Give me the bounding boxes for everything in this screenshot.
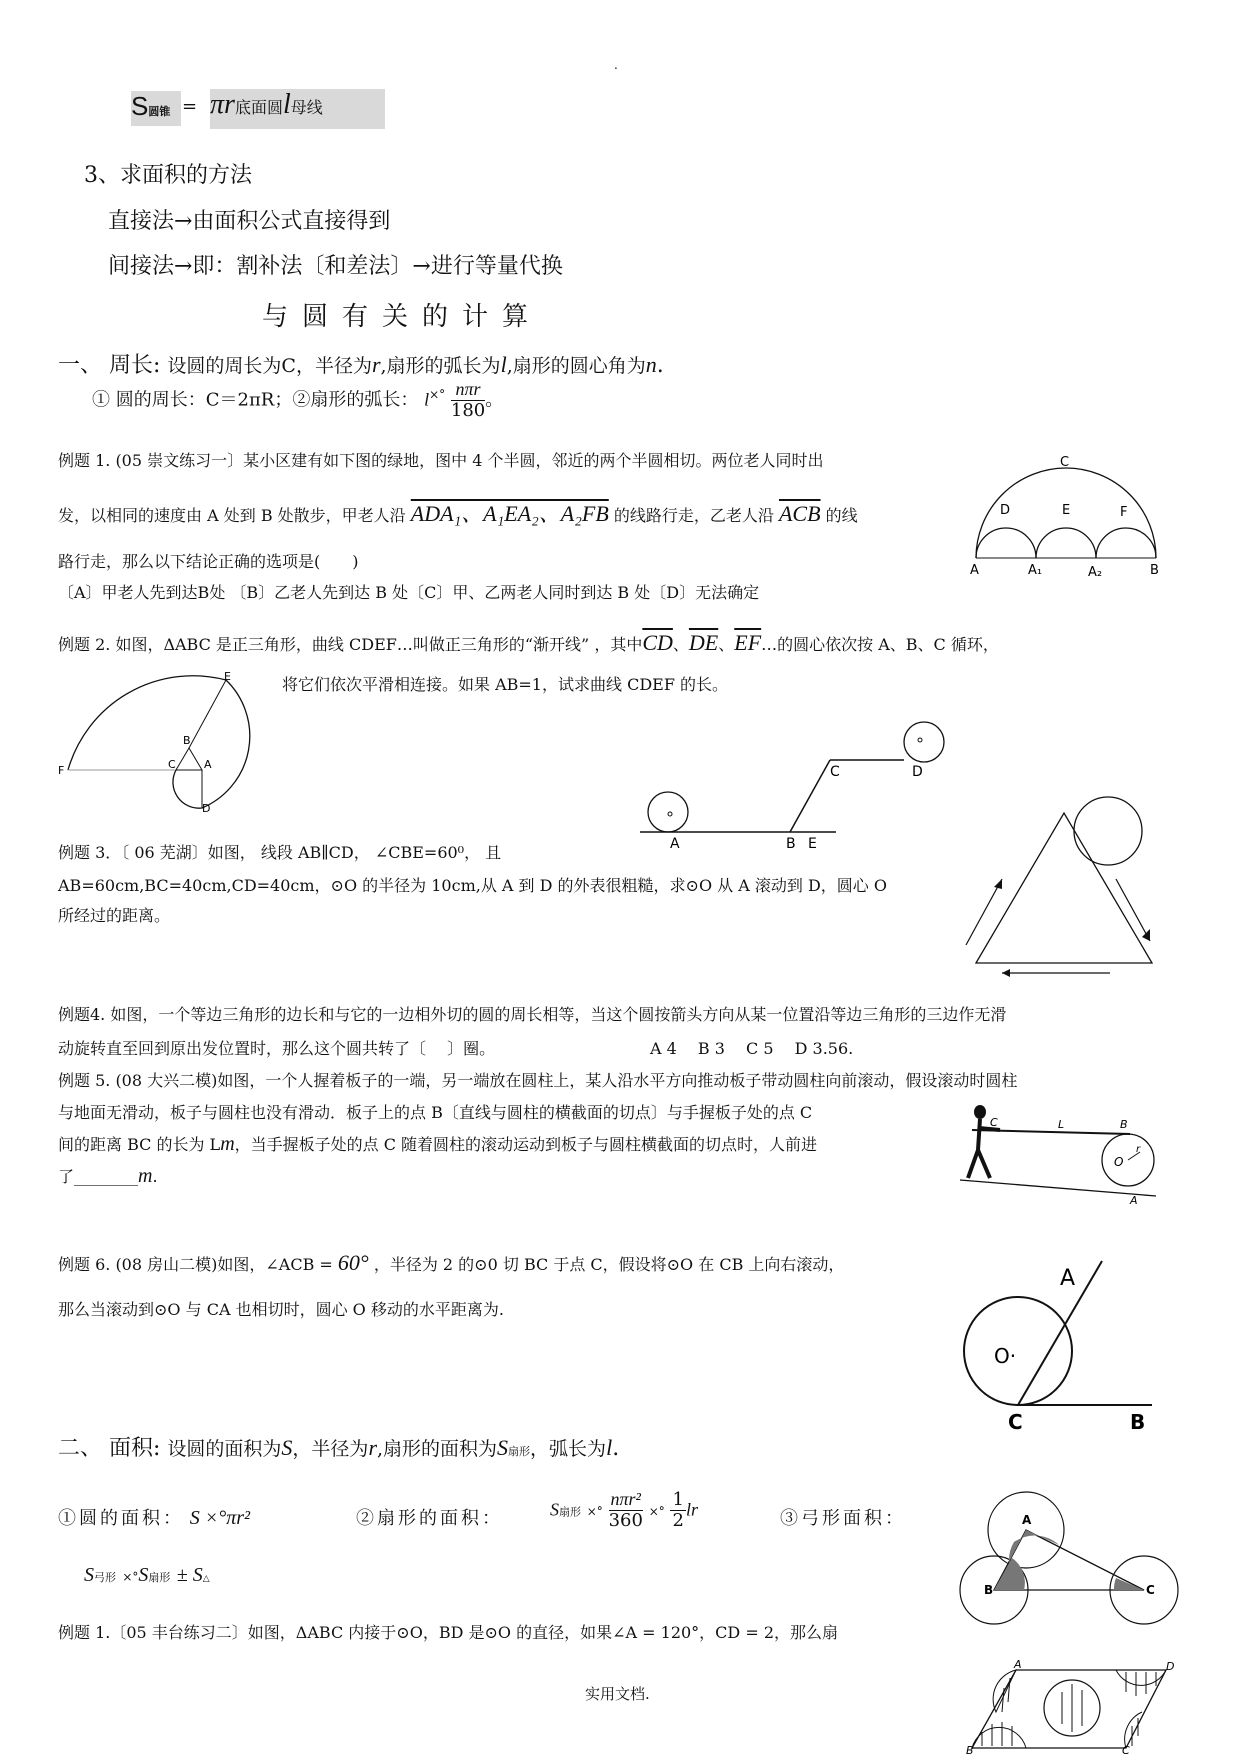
ex5-line3 (58, 1132, 817, 1156)
seg-eq: ×° (122, 1570, 139, 1584)
circle-o (964, 1297, 1072, 1405)
area-ex1-line1: 例题 1.〔05 丰台练习二〕如图，ΔABC 内接于⊙O，BD 是⊙O 的直径，如果∠A = 120°，CD = 2，那么扇 (58, 1623, 839, 1642)
footer: 实用文档. (585, 1685, 650, 1703)
ex2-line1 (58, 630, 999, 656)
rolling-circle (1074, 797, 1142, 865)
perimeter-desc-4: . (656, 353, 664, 378)
s-sector-sub: 扇形 (508, 1445, 531, 1458)
area-desc-3: ,扇形的面积为 (377, 1438, 498, 1460)
label-f: F (58, 764, 65, 777)
label-c: C (990, 1116, 998, 1129)
section-area (58, 1431, 619, 1462)
section-perimeter (58, 348, 664, 379)
ex5-line4a: 了________ (58, 1167, 139, 1186)
label-a: A (204, 758, 212, 771)
equilateral-triangle (976, 813, 1152, 963)
label-a: A (1014, 1658, 1022, 1671)
segment-area-label: ③弓形面积： (780, 1508, 906, 1529)
label-f: F (1120, 505, 1128, 520)
arrow-bottom-head (1002, 969, 1010, 977)
label-d: D (1166, 1660, 1175, 1673)
sector-area-label: ②扇形的面积： (356, 1508, 503, 1529)
r-var-2: r (368, 1435, 377, 1460)
label-c: C (1008, 1410, 1023, 1434)
sector-fraction-1 (609, 1490, 643, 1531)
arc-den: 180 (450, 399, 486, 421)
circle-start (648, 792, 688, 832)
ex5-line3b: ，当手握板子处的点 C 随着圆柱的滚动运动到板子与圆柱横截面的切点时，人前进 (234, 1135, 818, 1154)
person-head (974, 1105, 986, 1119)
label-e: E (224, 670, 231, 683)
ex5-m2: m (138, 1165, 153, 1187)
ex4-triangle-figure (960, 795, 1160, 975)
center-end (918, 738, 922, 742)
seg-s: S (84, 1564, 94, 1586)
shaded-arc-b (972, 1727, 1026, 1748)
sector-s: S (550, 1499, 559, 1520)
ex5-line1: 例题 5. (08 大兴二模)如图，一个人握着板子的一端，另一端放在圆柱上，某人沿水平方向推动板子带动圆柱向前滚动，假设滚动时圆柱 (58, 1071, 1018, 1090)
ex4-line2: 动旋转直至回到原出发位置时，那么这个圆共转了〔 〕圈。 (58, 1039, 496, 1058)
label-r: r (1136, 1144, 1141, 1155)
involute-curve (68, 676, 250, 808)
ex5-m1: m (220, 1133, 235, 1155)
ex5-line4b: . (152, 1167, 158, 1186)
ex1-line2c: 的线 (825, 506, 858, 525)
segment-area-formula (84, 1562, 210, 1587)
label-o: O· (994, 1344, 1017, 1368)
page-title: 与圆有关的计算 (262, 302, 543, 332)
label-a: A (970, 563, 979, 578)
arrow-left-head (994, 879, 1002, 889)
seg-s-sub: 弓形 (94, 1571, 116, 1584)
area-desc-2: ，半径为 (292, 1438, 369, 1460)
shaded-arc-d (1116, 1670, 1166, 1685)
pi-r: πr (210, 89, 235, 120)
seg-s2-sub: 扇形 (148, 1571, 171, 1584)
arc-length-fraction (451, 380, 485, 421)
ex3-line3: 所经过的距离。 (58, 906, 171, 925)
perimeter-heading: 一、 周长: (58, 353, 161, 378)
arc-l: l (424, 389, 430, 410)
label-b: B (984, 1583, 994, 1597)
label-c: C (1060, 455, 1070, 470)
ex1-line1: 例题 1. (05 崇文练习一〕某小区建有如下图的绿地，图中 4 个半圆，邻近的两个半圆相切。两位老人同时出 (58, 451, 824, 470)
label-a1: A₁ (1028, 563, 1043, 578)
ex1-arcs-a: ADA₁、A₁EA₂、A₂FB (410, 501, 609, 526)
label-e: E (1062, 503, 1071, 518)
label-d: D (1000, 503, 1011, 518)
arrow-right-head (1142, 929, 1150, 941)
ex5-line3a: 间的距离 BC 的长为 L (58, 1135, 221, 1154)
label-e: E (808, 836, 817, 852)
methods-heading: 3、求面积的方法 (84, 163, 252, 188)
arc-ef: $\overline{EF}$ (734, 630, 762, 655)
direct-method: 直接法→由面积公式直接得到 (108, 209, 391, 234)
shaded-arc-c (1125, 1712, 1142, 1748)
parallelogram-figure (966, 1658, 1176, 1754)
l-var-2: l (606, 1435, 613, 1460)
l-var: l (500, 352, 507, 377)
small-semicircle-f (1096, 528, 1156, 558)
area-heading: 二、 面积: (58, 1436, 161, 1461)
ex2-line1a: 例题 2. 如图，ΔABC 是正三角形，曲线 CDEF…叫做正三角形的“渐开线” ，其中 (58, 635, 643, 654)
cone-area-formula (210, 89, 385, 129)
s-var: S (281, 1435, 293, 1460)
perimeter-desc-3: ,扇形的圆心角为 (506, 355, 646, 377)
small-semicircle-d (976, 528, 1036, 558)
ex6-line1 (58, 1250, 844, 1276)
ground-line (960, 1180, 1156, 1196)
s-label: S (131, 91, 149, 121)
ex1-semicircles-figure (970, 455, 1170, 580)
label-o: O (1114, 1155, 1124, 1169)
s-sector: S (497, 1435, 509, 1460)
formula-s-box (131, 91, 181, 126)
label-b: B (1120, 1118, 1128, 1131)
ex4-options: A 4 B 3 C 5 D 3.56. (650, 1039, 854, 1058)
s-sub: 圆锥 (148, 105, 171, 118)
ex5-line4 (58, 1164, 158, 1188)
circle-area-label: ①圆的面积： (58, 1508, 184, 1529)
sector-lr: lr (685, 1499, 698, 1520)
label-c: C (1146, 1583, 1155, 1597)
sector-den: 360 (608, 1509, 643, 1531)
label-c: C (830, 764, 840, 780)
ex1-line2b: 的线路行走，乙老人沿 (613, 506, 774, 525)
indirect-method: 间接法→即：割补法〔和差法〕→进行等量代换 (108, 254, 563, 279)
label-a: A (670, 836, 680, 852)
label-a: A (1022, 1513, 1032, 1527)
ex1-line3: 路行走，那么以下结论正确的选项是( ) (58, 552, 359, 571)
sector-fraction-2 (670, 1490, 685, 1531)
sector-s-sub: 扇形 (559, 1505, 581, 1519)
center-start (668, 812, 672, 816)
label-b: B (786, 836, 796, 852)
label-b: B (1150, 563, 1159, 578)
n-var: n (645, 352, 657, 377)
label-d: D (912, 764, 923, 780)
formula-eq: = (182, 96, 198, 117)
half-den: 2 (672, 1509, 684, 1531)
seg-pm: ± S (176, 1564, 203, 1586)
label-c: C (1122, 1744, 1130, 1754)
l-symbol: l (282, 89, 291, 120)
generatrix-sub: 母线 (290, 98, 323, 117)
sector-eq: ×° (586, 1504, 603, 1519)
ex6-line1b: ，半径为 2 的⊙0 切 BC 于点 C，假设将⊙O 在 CB 上向右滚动， (373, 1255, 845, 1274)
ex2-sep2: 、 (718, 635, 735, 654)
ex1-line2a: 发，以相同的速度由 A 处到 B 处散步，甲老人沿 (58, 506, 406, 525)
perimeter-desc-2: ,扇形的弧长为 (380, 355, 501, 377)
label-b: B (1130, 1410, 1146, 1434)
ex6-line2: 那么当滚动到⊙O 与 CA 也相切时，圆心 O 移动的水平距离为. (58, 1300, 504, 1319)
label-d: D (202, 802, 211, 815)
be-line (189, 680, 226, 748)
sector-b (994, 1558, 1025, 1590)
ex6-line1a: 例题 6. (08 房山二模)如图，∠ACB = (58, 1255, 333, 1274)
ex1-arc-b: $\overline{ACB}$ (778, 501, 821, 526)
area-circles-figure (960, 1490, 1180, 1630)
sector-a (1009, 1530, 1059, 1562)
label-a2: A₂ (1088, 565, 1103, 580)
ex3-line2: AB=60cm,BC=40cm,CD=40cm，⊙O 的半径为 10cm,从 A 到 D 的外表很粗糙，求⊙O 从 A 滚动到 D，圆心 O (58, 876, 888, 895)
ex2-involute-figure (56, 670, 276, 815)
segment-bc (790, 760, 830, 832)
arc-cd: $\overline{CD}$ (642, 630, 673, 655)
arc-de: $\overline{DE}$ (688, 630, 719, 655)
page-dot: . (614, 58, 618, 72)
perimeter-desc-1: 设圆的周长为C，半径为 (167, 355, 372, 377)
ex6-tangent-figure (960, 1255, 1160, 1435)
triangle-abc (176, 748, 202, 770)
board-line (972, 1130, 1130, 1134)
sector-num: nπr² (610, 1489, 641, 1509)
ex2-sep1: 、 (672, 635, 689, 654)
angle-60: 60° (337, 1250, 369, 1275)
base-circle-sub: 底面圆 (234, 98, 283, 117)
seg-delta-sub: △ (202, 1574, 210, 1584)
ex2-line2: 将它们依次平滑相连接。如果 AB=1，试求曲线 CDEF 的长。 (282, 675, 729, 694)
label-c: C (168, 758, 176, 771)
ex1-options: 〔A〕甲老人先到达B处 〔B〕乙老人先到达 B 处〔C〕甲、乙两老人同时到达 B 处〔D〕无法确定 (58, 583, 760, 602)
area-desc-5: . (612, 1436, 620, 1461)
perimeter-formulas (92, 380, 503, 421)
ex3-rolling-figure (640, 720, 980, 855)
circle-end (904, 722, 944, 762)
seg-s2: S (138, 1564, 149, 1586)
label-b: B (966, 1744, 974, 1754)
ex1-line2 (58, 497, 858, 528)
label-b: B (183, 734, 191, 747)
ex5-line2: 与地面无滑动，板子与圆柱也没有滑动．板子上的点 B〔直线与圆柱的横截面的切点〕与手握板子处的点 C (58, 1103, 813, 1122)
area-desc-4: ，弧长为 (530, 1438, 607, 1460)
circle-perimeter-formula: ① 圆的周长：C＝2πR；②扇形的弧长： (92, 389, 419, 411)
sector-c (1114, 1578, 1144, 1590)
ex5-board-figure (960, 1100, 1160, 1205)
arc-end: 。 (485, 389, 504, 411)
label-a: A (1130, 1194, 1138, 1207)
half-num: 1 (672, 1489, 684, 1510)
area-formula-row (58, 1504, 250, 1530)
sector-eq2: ×° (648, 1504, 665, 1519)
arc-num: nπr (451, 380, 485, 401)
circle-area-formula: S ×°πr² (189, 1507, 251, 1529)
ex4-line1: 例题4. 如图，一个等边三角形的边长和与它的一边相外切的圆的周长相等，当这个圆按箭头方向从某一位置沿等边三角形的三边作无滑 (58, 1005, 1007, 1024)
arc-eq: ×° (429, 387, 446, 402)
label-l: L (1058, 1118, 1065, 1131)
r-var: r (371, 352, 381, 377)
sector-area-formula (550, 1490, 698, 1531)
area-desc-1: 设圆的面积为 (167, 1438, 282, 1460)
ex3-line1: 例题 3．〔 06 芜湖〕如图， 线段 AB∥CD， ∠CBE=60⁰， 且 (58, 843, 502, 862)
ex2-line1b: …的圆心依次按 A、B、C 循环， (761, 635, 999, 654)
arrow-left-line (966, 879, 1002, 945)
label-a: A (1060, 1266, 1076, 1291)
small-semicircle-e (1036, 528, 1096, 558)
